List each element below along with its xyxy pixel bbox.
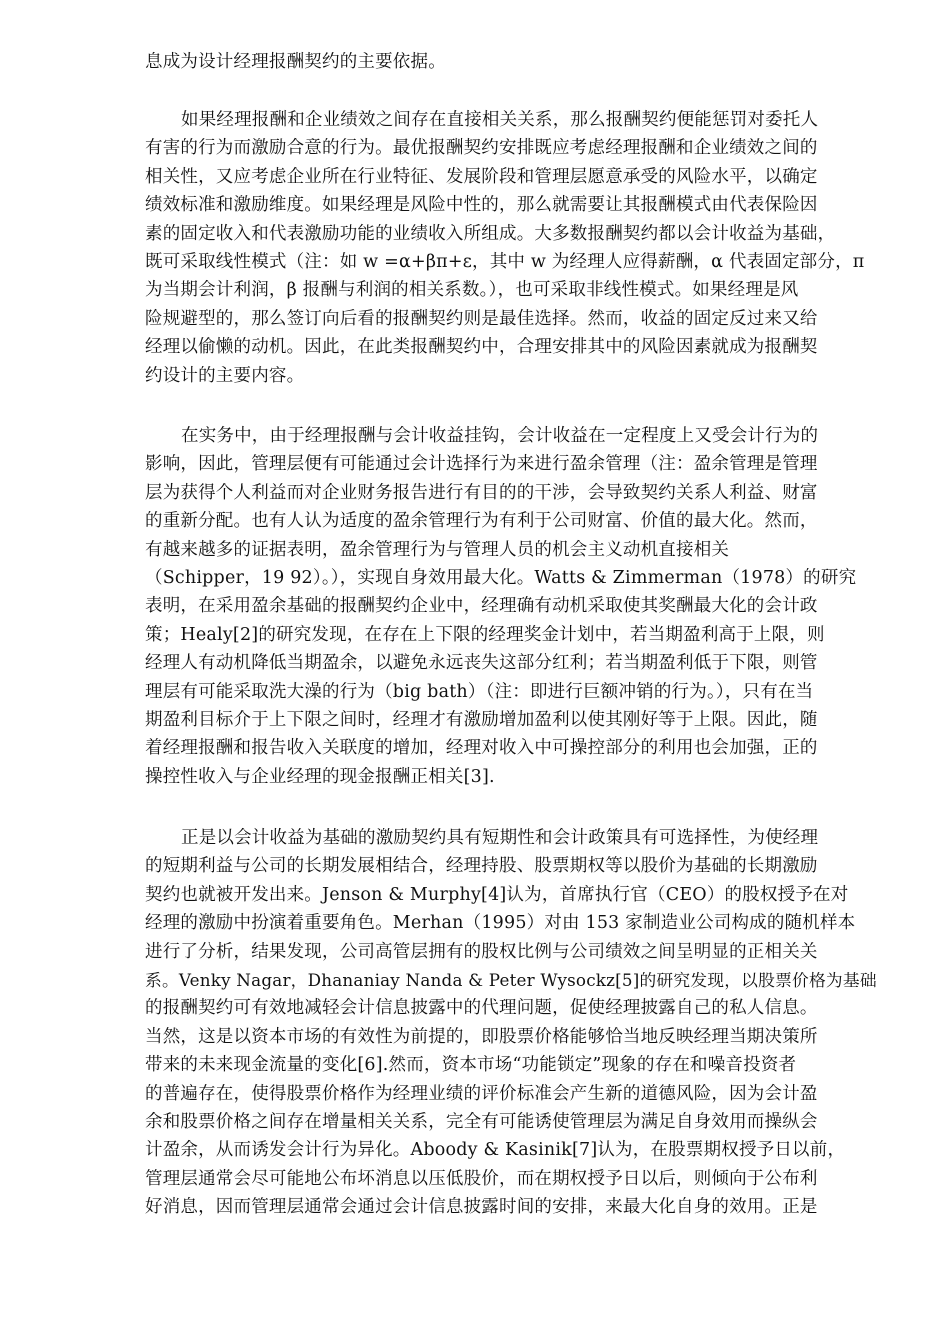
text-line: 正是以会计收益为基础的激励契约具有短期性和会计政策具有可选择性，为使经理 xyxy=(181,828,819,848)
text-line: 的重新分配。也有人认为适度的盈余管理行为有利于公司财富、价值的最大化。然而， xyxy=(145,511,818,532)
text-line: 契约也就被开发出来。Jenson & Murphy[4]认为，首席执行官（CEO）的股权授予在对 xyxy=(145,884,849,905)
paragraph-compensation-contract xyxy=(145,106,883,390)
text-line: 好消息，因而管理层通常会通过会计信息披露时间的安排，来最大化自身的效用。正是 xyxy=(145,1197,818,1218)
text-line: 管理层通常会尽可能地公布坏消息以压低股价，而在期权授予日以后，则倾向于公布利 xyxy=(145,1168,818,1189)
text-line: 在实务中，由于经理报酬与会计收益挂钩，会计收益在一定程度上又受会计行为的 xyxy=(181,426,819,446)
text-line: （Schipper，19 92）。），实现自身效用最大化。Watts & Zimmerman（1978）的研究 xyxy=(145,567,857,588)
text-line: 层为获得个人利益而对企业财务报告进行有目的的干涉，会导致契约关系人利益、财富 xyxy=(145,482,818,503)
text-line: 绩效标准和激励维度。如果经理是风险中性的，那么就需要让其报酬模式由代表保险因 xyxy=(145,195,818,216)
text-line: 险规避型的，那么签订向后看的报酬契约则是最佳选择。然而，收益的固定反过来又给 xyxy=(145,308,818,329)
text-line: 如果经理报酬和企业绩效之间存在直接相关关系，那么报酬契约便能惩罚对委托人 xyxy=(181,110,819,130)
text-line: 约设计的主要内容。 xyxy=(145,365,305,386)
text-line: 的报酬契约可有效地减轻会计信息披露中的代理问题，促使经理披露自己的私人信息。 xyxy=(145,998,818,1019)
text-line: 素的固定收入和代表激励功能的业绩收入所组成。大多数报酬契约都以会计收益为基础， xyxy=(145,223,836,244)
text-line: 相关性，又应考虑企业所在行业特征、发展阶段和管理层愿意承受的风险水平，以确定 xyxy=(145,166,818,187)
text-line: 经理的激励中扮演着重要角色。Merhan（1995）对由 153 家制造业公司构成的随机样本 xyxy=(145,913,856,934)
text-line: 表明，在采用盈余基础的报酬契约企业中，经理确有动机采取使其奖酬最大化的会计政 xyxy=(145,596,818,617)
text-line: 着经理报酬和报告收入关联度的增加，经理对收入中可操控部分的利用也会加强，正的 xyxy=(145,738,818,759)
text-line: 系。Venky Nagar，Dhananiay Nanda & Peter Wysockz[5]的研究发现，以股票价格为基础 xyxy=(145,969,877,990)
text-line: 息成为设计经理报酬契约的主要依据。 xyxy=(145,52,446,72)
text-line: 策；Healy[2]的研究发现，在存在上下限的经理奖金计划中，若当期盈利高于上限，则 xyxy=(145,624,825,645)
text-line: 经理以偷懒的动机。因此，在此类报酬契约中，合理安排其中的风险因素就成为报酬契 xyxy=(145,337,818,358)
text-line: 为当期会计利润，β 报酬与利润的相关系数。），也可采取非线性模式。如果经理是风 xyxy=(145,280,799,301)
text-line: 有害的行为而激励合意的行为。最优报酬契约安排既应考虑经理报酬和企业绩效之间的 xyxy=(145,138,818,159)
text-line: 的普遍存在，使得股票价格作为经理业绩的评价标准会产生新的道德风险，因为会计盈 xyxy=(145,1083,818,1104)
paragraph-earnings-management xyxy=(145,422,883,791)
text-line: 既可采取线性模式（注：如 w =α+βπ+ε，其中 w 为经理人应得薪酬，α 代表固定部分，π xyxy=(145,251,865,272)
text-line: 影响，因此，管理层便有可能通过会计选择行为来进行盈余管理（注：盈余管理是管理 xyxy=(145,454,818,475)
text-line: 理层有可能采取洗大澡的行为（big bath）（注：即进行巨额冲销的行为。），只有在当 xyxy=(145,681,814,702)
text-line: 当然，这是以资本市场的有效性为前提的，即股票价格能够恰当地反映经理当期决策所 xyxy=(145,1026,818,1047)
text-line: 计盈余，从而诱发会计行为异化。Aboody & Kasinik[7]认为，在股票期权授予日以前， xyxy=(145,1140,846,1161)
text-line: 有越来越多的证据表明，盈余管理行为与管理人员的机会主义动机直接相关 xyxy=(145,539,730,560)
paragraph-continuation xyxy=(145,48,883,76)
text-line: 余和股票价格之间存在增量相关关系，完全有可能诱使管理层为满足自身效用而操纵会 xyxy=(145,1111,818,1132)
text-line: 期盈利目标介于上下限之间时，经理才有激励增加盈利以使其刚好等于上限。因此，随 xyxy=(145,709,818,730)
text-line: 操控性收入与企业经理的现金报酬正相关[3]. xyxy=(145,766,495,787)
text-line: 进行了分析，结果发现，公司高管层拥有的股权比例与公司绩效之间呈明显的正相关关 xyxy=(145,941,818,962)
text-line: 的短期利益与公司的长期发展相结合，经理持股、股票期权等以股价为基础的长期激励 xyxy=(145,856,818,877)
text-line: 经理人有动机降低当期盈余，以避免永远丧失这部分红利；若当期盈利低于下限，则管 xyxy=(145,653,818,674)
text-line: 带来的未来现金流量的变化[6].然而，资本市场“功能锁定”现象的存在和噪音投资者 xyxy=(145,1055,797,1076)
paragraph-stock-based-incentive xyxy=(145,824,883,1221)
